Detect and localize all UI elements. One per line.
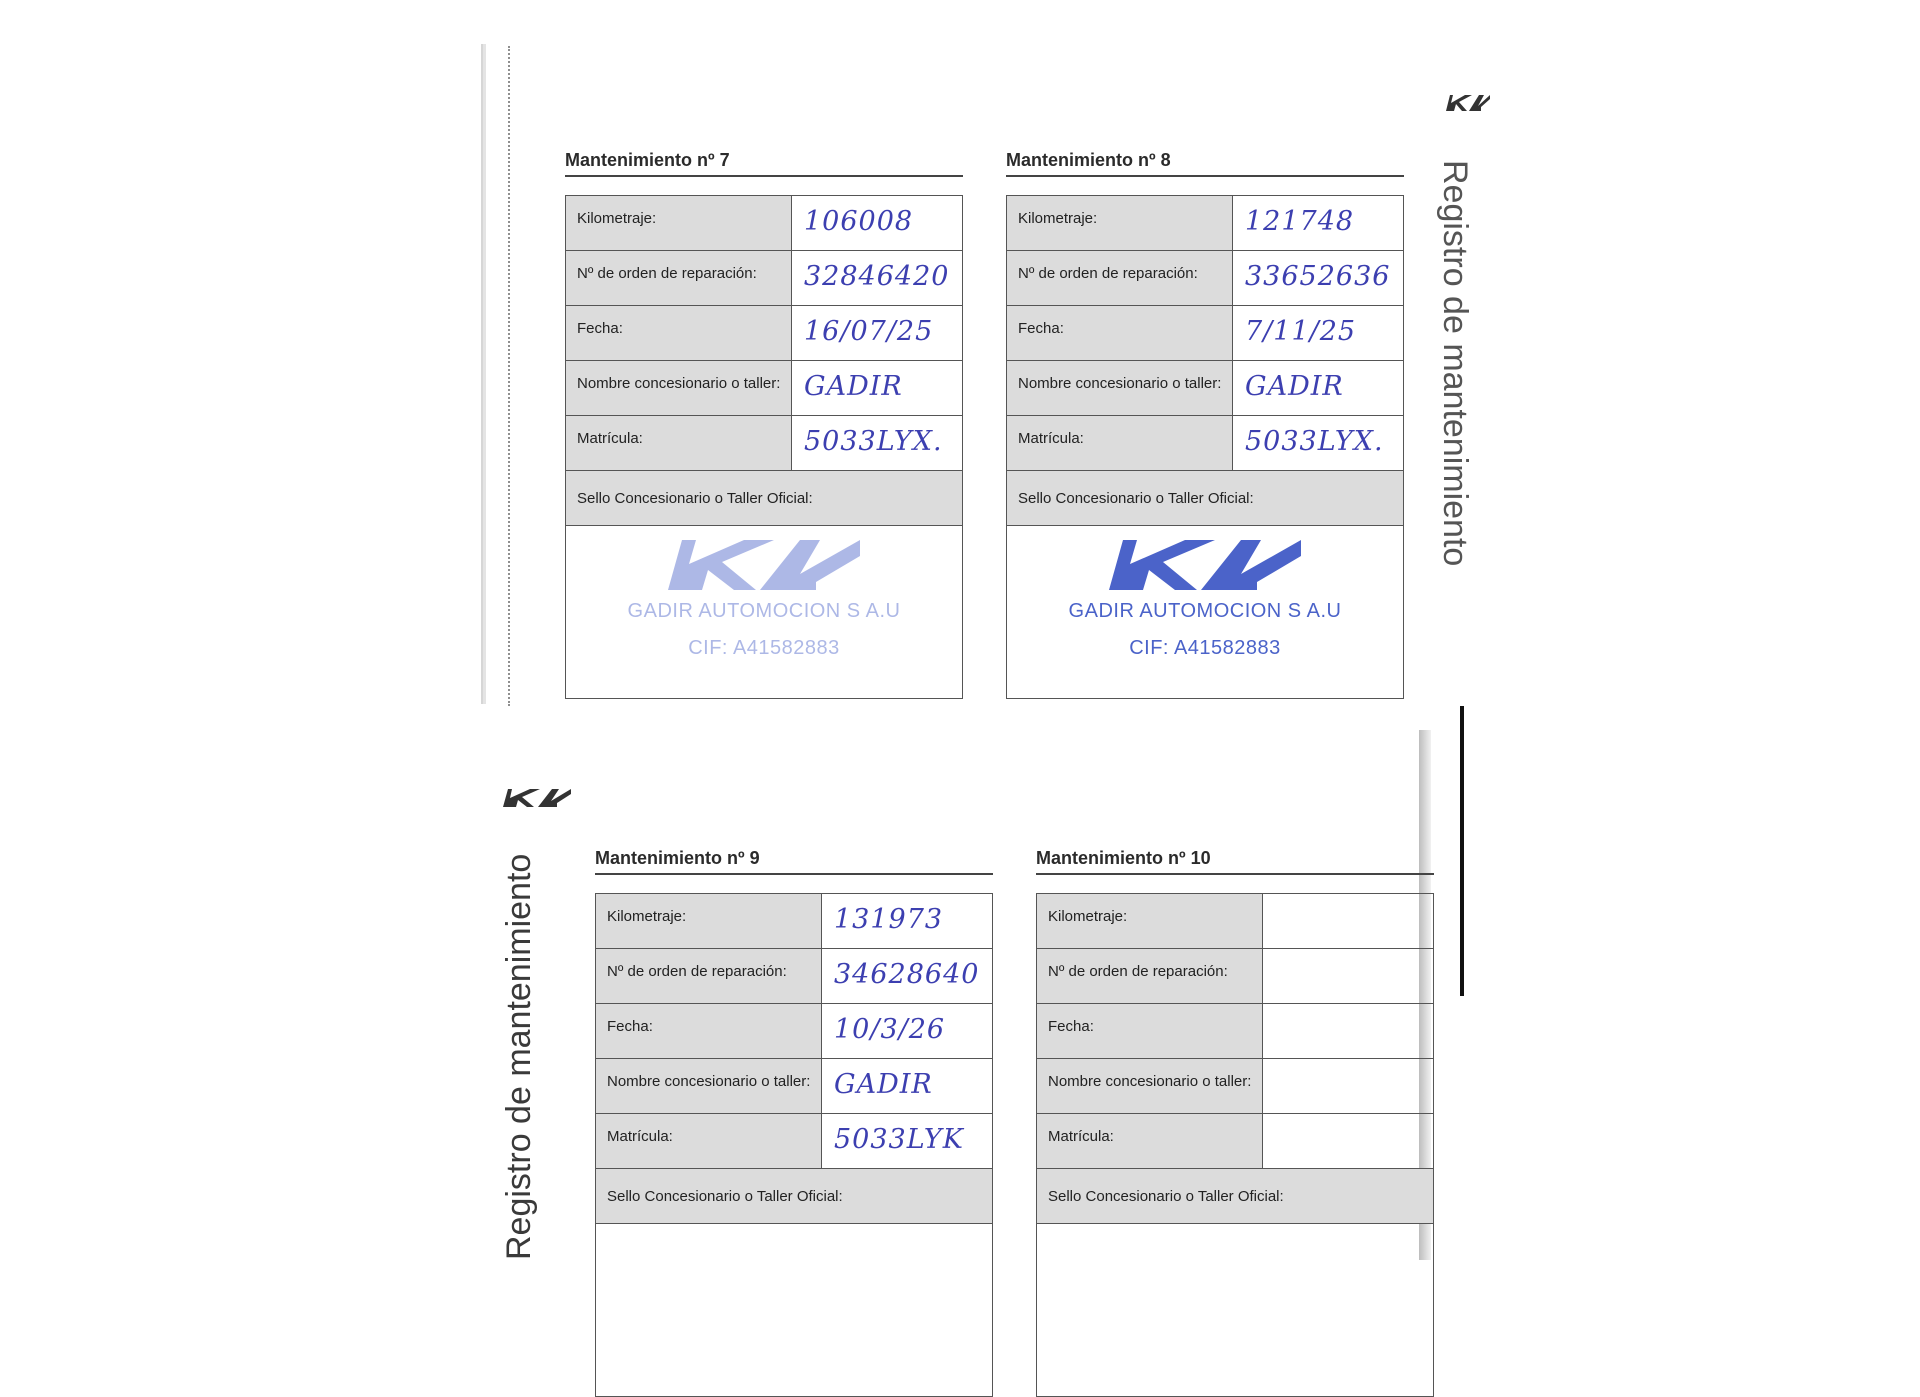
value-kilometraje: 121748 [1245, 206, 1355, 237]
row-orden [566, 251, 962, 306]
label-kilometraje: Kilometraje: [596, 894, 822, 948]
maintenance-record-8 [1006, 150, 1404, 699]
value-fecha: 16/07/25 [804, 316, 934, 347]
kia-logo-top [1445, 94, 1491, 112]
row-nombre [566, 361, 962, 416]
maintenance-record-10 [1036, 848, 1434, 1397]
value-orden: 34628640 [834, 959, 980, 990]
row-sello [1037, 1169, 1433, 1224]
record-title: Mantenimiento nº 9 [595, 848, 993, 875]
value-nombre: GADIR [834, 1069, 933, 1100]
label-kilometraje: Kilometraje: [1037, 894, 1263, 948]
label-orden: Nº de orden de reparación: [1007, 251, 1233, 305]
row-fecha [1007, 306, 1403, 361]
dealer-stamp [566, 526, 962, 660]
label-sello: Sello Concesionario o Taller Oficial: [596, 1169, 992, 1223]
label-nombre: Nombre concesionario o taller: [1007, 361, 1233, 415]
row-sello [1007, 471, 1403, 526]
label-nombre: Nombre concesionario o taller: [596, 1059, 822, 1113]
value-nombre: GADIR [804, 371, 903, 402]
record-table [565, 195, 963, 699]
row-orden [596, 949, 992, 1004]
value-kilometraje: 106008 [804, 206, 914, 237]
label-matricula: Matrícula: [596, 1114, 822, 1168]
label-nombre: Nombre concesionario o taller: [566, 361, 792, 415]
value-orden: 32846420 [804, 261, 950, 292]
row-matricula [596, 1114, 992, 1169]
label-kilometraje: Kilometraje: [1007, 196, 1233, 250]
label-orden: Nº de orden de reparación: [1037, 949, 1263, 1003]
record-title: Mantenimiento nº 8 [1006, 150, 1404, 177]
row-matricula [1007, 416, 1403, 471]
record-table [595, 893, 993, 1397]
value-kilometraje: 131973 [834, 904, 944, 935]
value-fecha: 10/3/26 [834, 1014, 946, 1045]
value-orden [1263, 949, 1433, 1003]
stamp-cif: CIF: A41582883 [688, 637, 840, 659]
row-kilometraje [566, 196, 962, 251]
row-matricula [1037, 1114, 1433, 1169]
label-nombre: Nombre concesionario o taller: [1037, 1059, 1263, 1113]
stamp-company: GADIR AUTOMOCION S A.U [627, 600, 901, 622]
maintenance-record-9 [595, 848, 993, 1397]
row-sello [566, 471, 962, 526]
kia-stamp-logo [664, 538, 864, 592]
kia-logo-bottom [502, 788, 572, 808]
stamp-area [566, 526, 962, 698]
row-nombre [596, 1059, 992, 1114]
record-table [1006, 195, 1404, 699]
binding-spine [1460, 706, 1464, 996]
kia-stamp-logo [1105, 538, 1305, 592]
stamp-company: GADIR AUTOMOCION S A.U [1068, 600, 1342, 622]
row-fecha [596, 1004, 992, 1059]
row-kilometraje [596, 894, 992, 949]
row-kilometraje [1037, 894, 1433, 949]
value-nombre: GADIR [1245, 371, 1344, 402]
value-matricula: 5033LYK [834, 1124, 964, 1155]
row-matricula [566, 416, 962, 471]
value-kilometraje [1263, 894, 1433, 948]
value-fecha [1263, 1004, 1433, 1058]
stamp-cif: CIF: A41582883 [1129, 637, 1281, 659]
stamp-area [1007, 526, 1403, 698]
maintenance-record-7 [565, 150, 963, 699]
label-sello: Sello Concesionario o Taller Oficial: [1007, 471, 1403, 525]
stamp-area [1037, 1224, 1433, 1396]
label-matricula: Matrícula: [566, 416, 792, 470]
label-orden: Nº de orden de reparación: [566, 251, 792, 305]
label-fecha: Fecha: [596, 1004, 822, 1058]
row-nombre [1037, 1059, 1433, 1114]
side-title-top: Registro de mantenimiento [1436, 160, 1474, 567]
row-orden [1037, 949, 1433, 1004]
side-title-bottom: Registro de mantenimiento [500, 853, 538, 1260]
perforation-line [508, 46, 510, 706]
label-orden: Nº de orden de reparación: [596, 949, 822, 1003]
value-matricula [1263, 1114, 1433, 1168]
record-table [1036, 893, 1434, 1397]
value-matricula: 5033LYX. [1245, 426, 1384, 457]
record-title: Mantenimiento nº 10 [1036, 848, 1434, 875]
stamp-area [596, 1224, 992, 1396]
label-fecha: Fecha: [566, 306, 792, 360]
label-fecha: Fecha: [1007, 306, 1233, 360]
record-title: Mantenimiento nº 7 [565, 150, 963, 177]
row-kilometraje [1007, 196, 1403, 251]
row-sello [596, 1169, 992, 1224]
label-sello: Sello Concesionario o Taller Oficial: [1037, 1169, 1433, 1223]
label-fecha: Fecha: [1037, 1004, 1263, 1058]
value-matricula: 5033LYX. [804, 426, 943, 457]
value-orden: 33652636 [1245, 261, 1391, 292]
row-orden [1007, 251, 1403, 306]
label-matricula: Matrícula: [1037, 1114, 1263, 1168]
row-fecha [1037, 1004, 1433, 1059]
label-matricula: Matrícula: [1007, 416, 1233, 470]
value-fecha: 7/11/25 [1245, 316, 1357, 347]
label-kilometraje: Kilometraje: [566, 196, 792, 250]
dealer-stamp [1007, 526, 1403, 660]
label-sello: Sello Concesionario o Taller Oficial: [566, 471, 962, 525]
row-nombre [1007, 361, 1403, 416]
row-fecha [566, 306, 962, 361]
value-nombre [1263, 1059, 1433, 1113]
